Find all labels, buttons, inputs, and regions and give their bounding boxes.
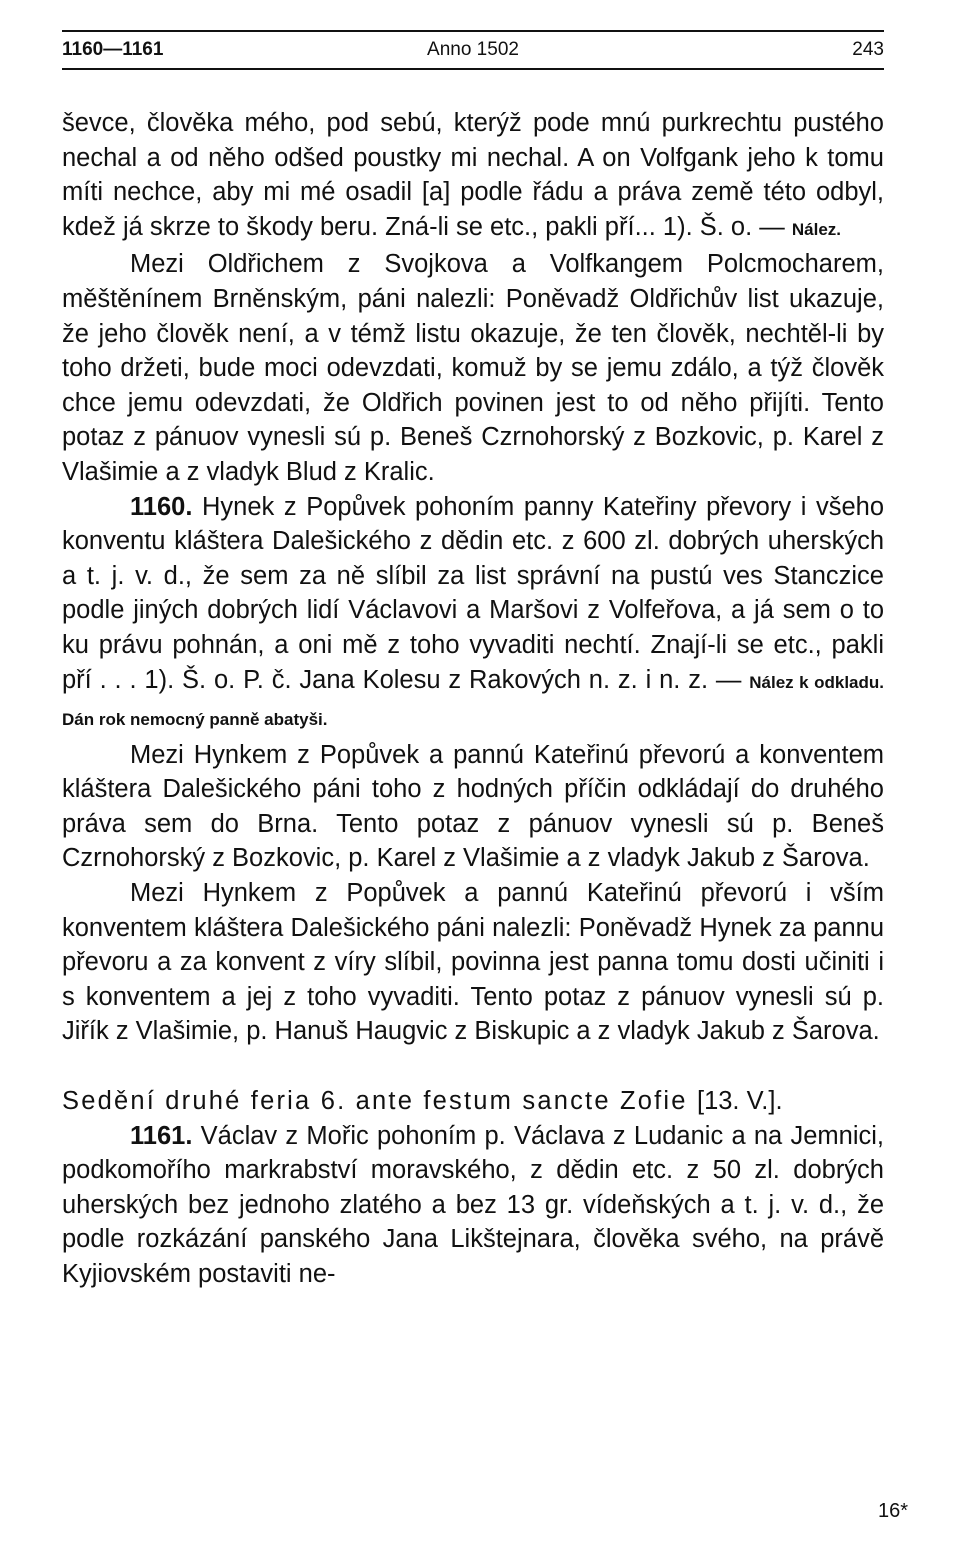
- paragraph-text: ševce, člověka mého, pod sebú, kterýž pode mnú purkrechtu pustého nechal a od něho odšed poustky mi nechal. A on Volfgank jeho k tomu míti nechce, aby mi mé osadil [a] podle řádu a práva země této odbyl, kdež já skrze to škody beru. Zná-li se etc., pakli pří... 1). Š. o. —: [62, 109, 884, 241]
- entry-1161: [62, 1119, 884, 1292]
- session-text: Sedění druhé feria 6. ante festum sancte Zofie: [62, 1087, 688, 1116]
- verdict-note: Nález.: [791, 219, 842, 239]
- header-rule-bottom: [62, 68, 884, 70]
- header-entry-range: 1160—1161: [62, 39, 164, 60]
- header-year: Anno 1502: [427, 39, 519, 60]
- page-number: 243: [852, 39, 884, 60]
- paragraph-continuation: [62, 106, 884, 247]
- entry-text: Hynek z Popůvek pohoním panny Kateřiny převory i všeho konventu kláštera Dalešického z dědin etc. z 600 zl. dobrých uherských a t. j. v. d., že sem za ně slíbil za list správní na pustú ves Stanczice podle jiných dobrých lidí Václavovi a Maršovi z Volfeřova, a já sem o to ku právu pohnán, a oni mě z toho vyvaditi nechtí. Znají-li se etc., pakli pří . . . 1). Š. o. P. č. Jana Kolesu z Rakových n. z. i n. z. —: [62, 492, 884, 694]
- entry-number: 1160.: [130, 492, 193, 521]
- paragraph-verdict: Mezi Hynkem z Popůvek a pannú Kateřinú převorú a konventem kláštera Dalešického páni toho z hodných příčin odkládají do druhého práva sem do Brna. Tento potaz z pánuov vynesli sú p. Beneš Czrnohorský z Bozkovic, p. Karel z Vlašimie a z vladyk Jakub z Šarova.: [62, 740, 884, 873]
- paragraph-verdict: Mezi Hynkem z Popůvek a pannú Kateřinú převorú i vším konventem kláštera Dalešického páni nalezli: Poněvadž Hynek za pannu převoru a za konvent z víry slíbil, povinna jest panna tomu dosti učiniti i s konventem a jej z toho vyvaditi. Tento potaz z pánuov vynesli sú p. Jiřík z Vlašimie, p. Hanuš Haugvic z Biskupic a z vladyk Jakub z Šarova.: [62, 879, 884, 1046]
- entry-number: 1161.: [130, 1121, 193, 1150]
- paragraph-verdict: Mezi Oldřichem z Svojkova a Volfkangem Polcmocharem, měštěnínem Brněnským, páni nalezli: Poněvadž Oldřichův list ukazuje, že jeho člověk není, a v témž listu okazuje, že ten člověk, nechtěl-li by toho držeti, bude moci odevzdati, komuž by se jemu zdálo, a týž člověk chce jemu odevzdati, že Oldřich povinen jest to od něho přijíti. Tento potaz z pánuov vynesli sú p. Beneš Czrnohorský z Bozkovic, p. Karel z Vlašimie a z vladyk Blud z Kralic.: [62, 250, 884, 486]
- session-date: [13. V.].: [696, 1087, 783, 1116]
- running-header: [62, 30, 884, 72]
- entry-1160: [62, 490, 884, 738]
- entry-text: Václav z Mořic pohoním p. Václava z Ludanic a na Jemnici, podkomořího markrabství moravského, z dědin etc. z 50 zl. dobrých uherských bez jednoho zlatého a bez 13 gr. vídeňských a t. j. v. d., že podle rozkázání panského Jana Likštejnara, člověka svého, na právě Kyjiovském postaviti ne-: [62, 1121, 884, 1288]
- session-heading: [62, 1084, 884, 1119]
- body-text: [62, 106, 884, 1292]
- signature-mark: 16*: [877, 1500, 908, 1522]
- page: [62, 30, 884, 72]
- header-rule-top: [62, 30, 884, 32]
- verdict-note: Nález k odkladu. Dán rok nemocný panně abatyši.: [62, 672, 884, 730]
